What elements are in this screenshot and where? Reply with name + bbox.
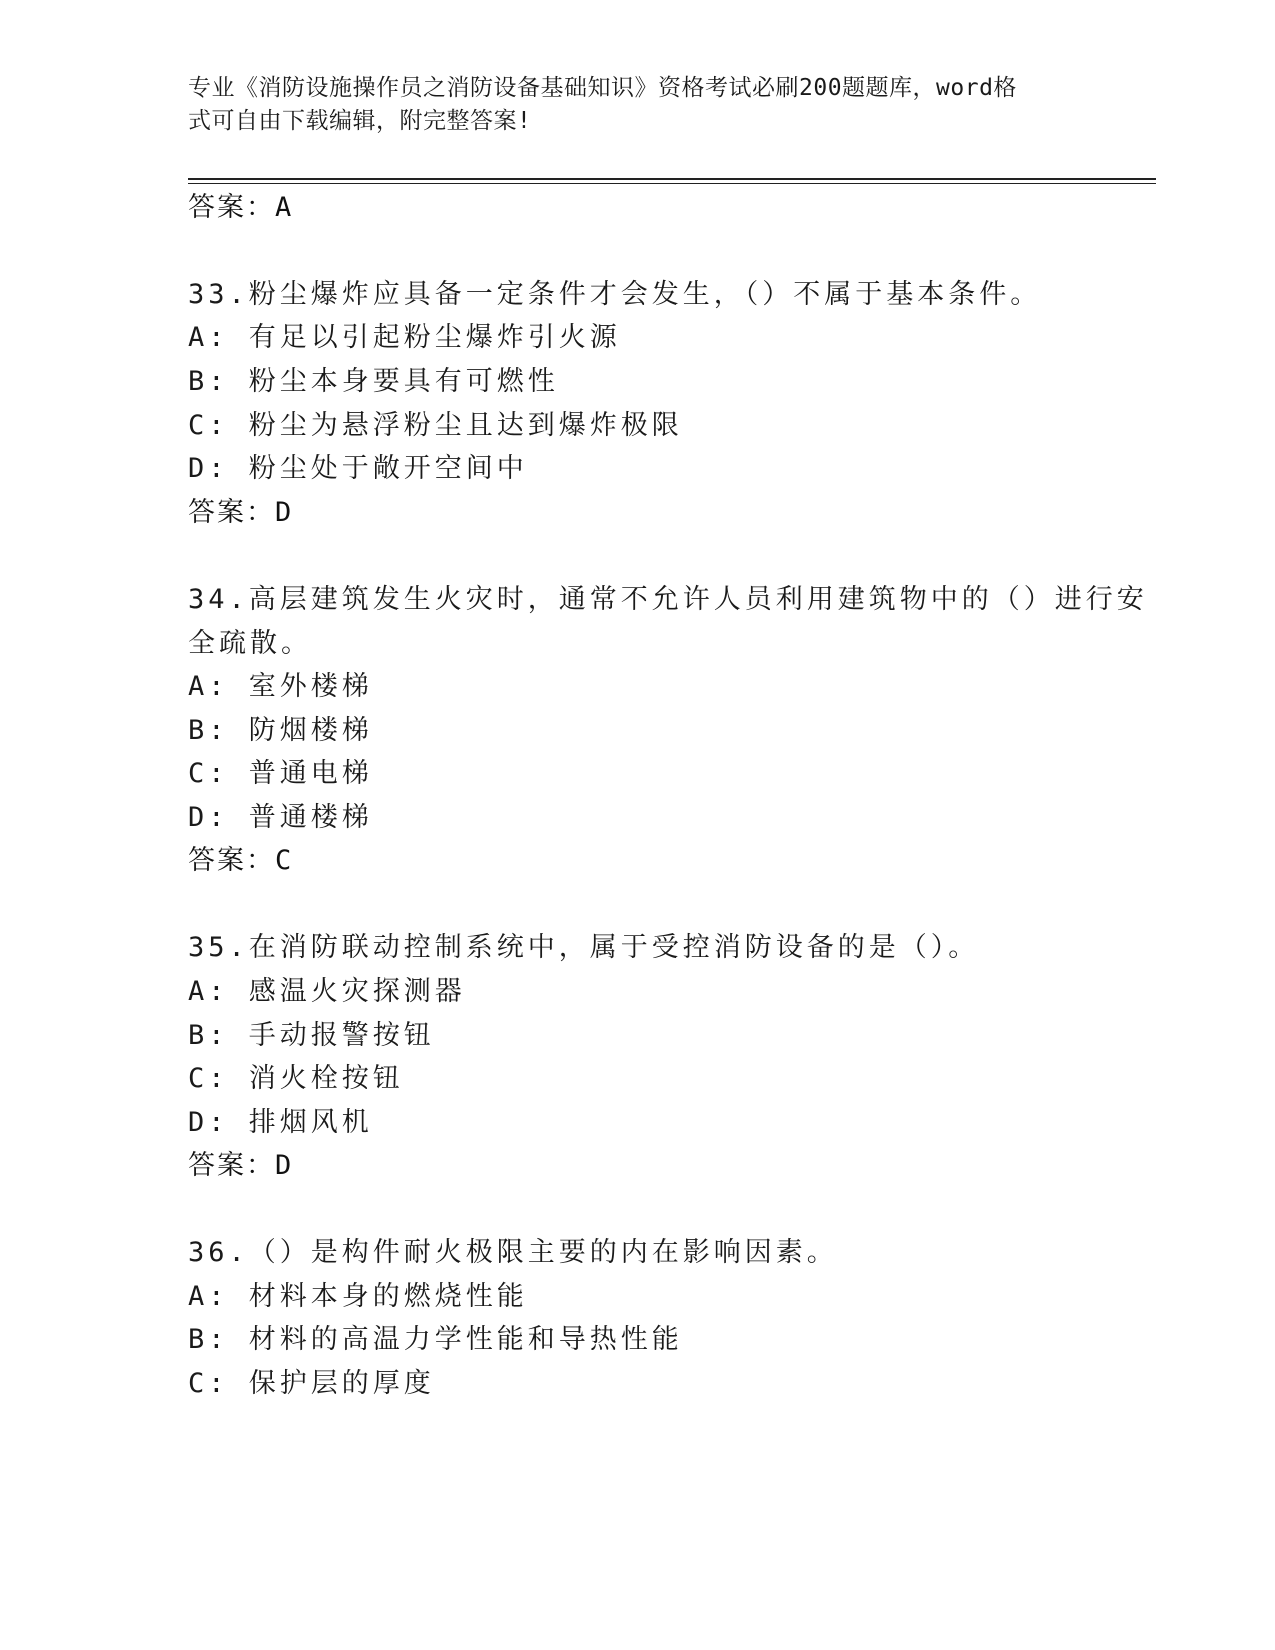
document-header xyxy=(188,72,1068,138)
answer-line-33 xyxy=(188,495,293,531)
question-34-option-c: C: 普通电梯 xyxy=(188,758,373,789)
question-34-option-a: A: 室外楼梯 xyxy=(188,671,373,702)
question-35-stem: 35.在消防联动控制系统中，属于受控消防设备的是（）。 xyxy=(188,932,980,963)
question-35-option-b: B: 手动报警按钮 xyxy=(188,1020,435,1051)
header-line-2: 式可自由下载编辑，附完整答案! xyxy=(188,108,532,134)
question-34-stem-line-1: 34.高层建筑发生火灾时，通常不允许人员利用建筑物中的（）进行安 xyxy=(188,584,1148,615)
answer-label: 答案： xyxy=(188,1150,275,1181)
answer-line-34 xyxy=(188,843,293,879)
answer-label: 答案： xyxy=(188,192,275,223)
question-33-option-b: B: 粉尘本身要具有可燃性 xyxy=(188,366,559,397)
question-34-option-b: B: 防烟楼梯 xyxy=(188,715,373,746)
question-34-stem-line-2: 全疏散。 xyxy=(188,628,312,659)
answer-value: D xyxy=(275,1150,294,1181)
question-33-option-d: D: 粉尘处于敞开空间中 xyxy=(188,453,528,484)
answer-label: 答案： xyxy=(188,497,275,528)
header-divider-thick xyxy=(188,178,1156,180)
question-33-stem: 33.粉尘爆炸应具备一定条件才会发生，（）不属于基本条件。 xyxy=(188,279,1042,310)
answer-value: C xyxy=(275,845,294,876)
question-35-option-a: A: 感温火灾探测器 xyxy=(188,976,466,1007)
question-36-option-b: B: 材料的高温力学性能和导热性能 xyxy=(188,1324,683,1355)
question-34-option-d: D: 普通楼梯 xyxy=(188,802,373,833)
question-35-option-c: C: 消火栓按钮 xyxy=(188,1063,404,1094)
question-36-stem: 36.（）是构件耐火极限主要的内在影响因素。 xyxy=(188,1237,838,1268)
question-36-option-a: A: 材料本身的燃烧性能 xyxy=(188,1281,528,1312)
question-33-option-a: A: 有足以引起粉尘爆炸引火源 xyxy=(188,322,621,353)
answer-line-35 xyxy=(188,1148,293,1184)
answer-value: D xyxy=(275,497,294,528)
header-line-1: 专业《消防设施操作员之消防设备基础知识》资格考试必刷200题题库，word格 xyxy=(188,75,1017,101)
header-divider-thin xyxy=(188,183,1156,184)
answer-label: 答案： xyxy=(188,845,275,876)
answer-value: A xyxy=(275,192,294,223)
answer-line-32 xyxy=(188,190,293,226)
question-35-option-d: D: 排烟风机 xyxy=(188,1107,373,1138)
question-36-option-c: C: 保护层的厚度 xyxy=(188,1368,435,1399)
question-33-option-c: C: 粉尘为悬浮粉尘且达到爆炸极限 xyxy=(188,410,683,441)
